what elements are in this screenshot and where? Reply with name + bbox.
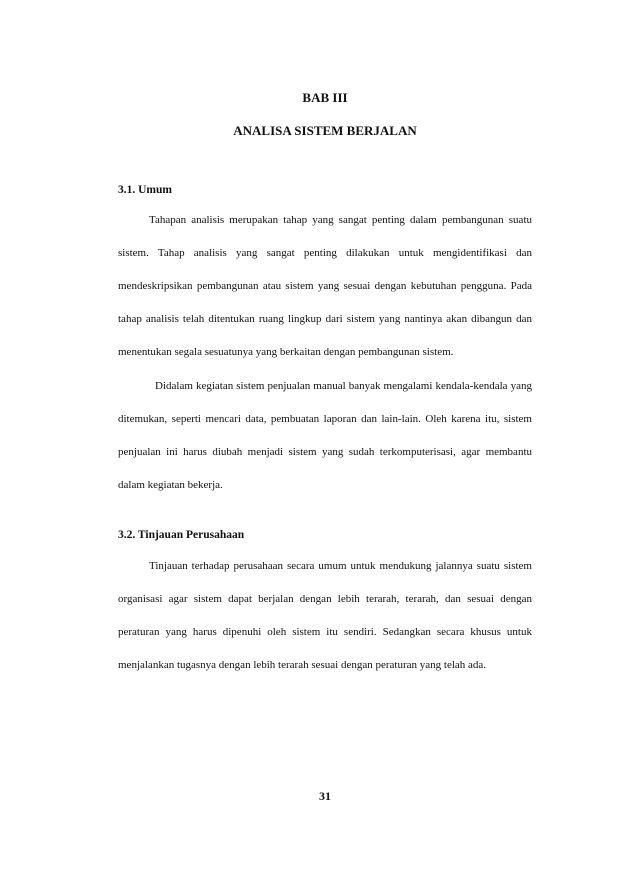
chapter-number: BAB III bbox=[302, 90, 348, 105]
section-heading-umum: 3.1. Umum bbox=[118, 184, 172, 196]
page-number: 31 bbox=[319, 789, 331, 803]
chapter-title: ANALISA SISTEM BERJALAN bbox=[233, 123, 417, 138]
paragraph-umum-2: Didalam kegiatan sistem penjualan manual banyak mengalami kendala-kendala yang ditemukan, seperti mencari data, pembuatan laporan dan lain-lain. Oleh karena itu, sistem penjualan ini harus diubah menjadi sistem yang sudah terkomputerisasi, agar membantu dalam kegiatan bekerja. bbox=[118, 380, 532, 491]
paragraph-tinjauan-1: Tinjauan terhadap perusahaan secara umum untuk mendukung jalannya suatu sistem organisasi agar sistem dapat berjalan dengan lebih terarah, terarah, dan sesuai dengan peraturan yang harus dipenuhi oleh sistem itu sendiri. Sedangkan secara khusus untuk menjalankan tugasnya dengan lebih terarah sesuai dengan peraturan yang telah ada. bbox=[118, 560, 532, 671]
paragraph-umum-1: Tahapan analisis merupakan tahap yang sangat penting dalam pembangunan suatu sistem. Tahap analisis yang sangat penting dilakukan untuk mengidentifikasi dan mendeskripsikan pembangunan atau sistem yang sesuai dengan kebutuhan pengguna. Pada tahap analisis telah ditentukan ruang lingkup dari sistem yang nantinya akan dibangun dan menentukan segala sesuatunya yang berkaitan dengan pembangunan sistem. bbox=[118, 214, 532, 358]
section-heading-tinjauan-perusahaan: 3.2. Tinjauan Perusahaan bbox=[118, 529, 245, 541]
